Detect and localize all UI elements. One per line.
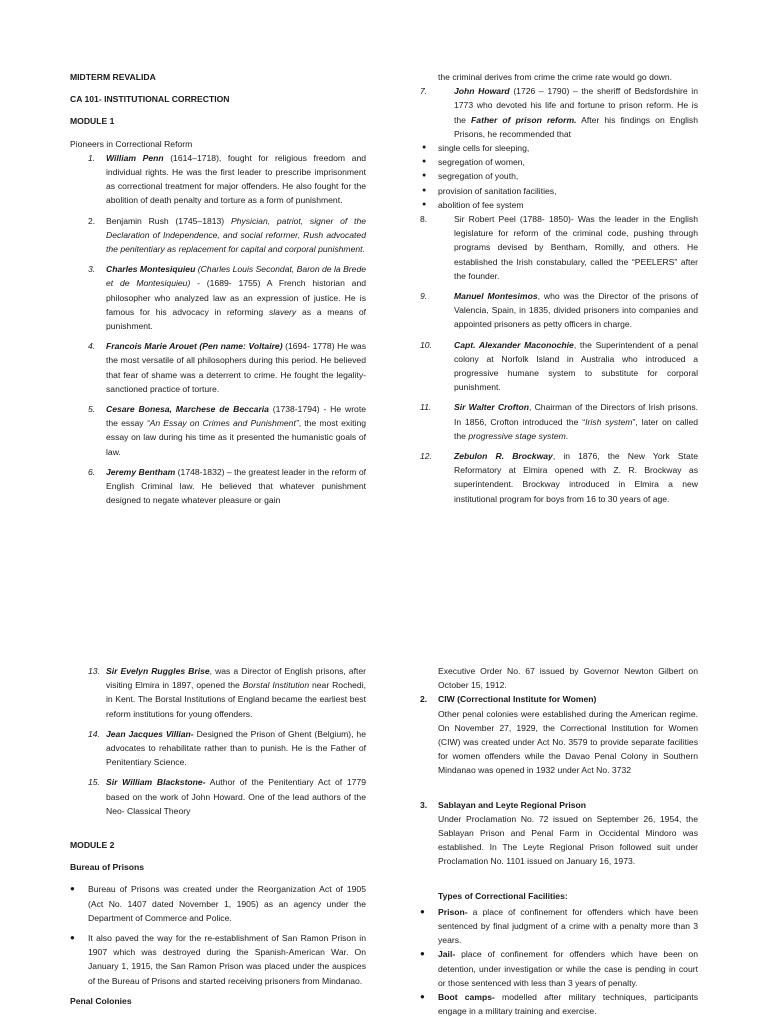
facility-description: Under Proclamation No. 72 issued on September 26, 1954, the Sablayan Prison and Penal Farm in Occidental Mindoro was established. In The Leyte Regional Prison followed suit under Proclamation No. 1101 issued on January 16, 1973. (438, 813, 698, 867)
list-item: ● Bureau of Prisons was created under the Reorganization Act of 1905 (Act No. 1407 dated November 1, 1905) as an agency under the Department of Commerce and Police. (70, 882, 366, 925)
section-heading: Penal Colonies (70, 995, 132, 1006)
section-subheading: Pioneers in Correctional Reform (70, 138, 193, 149)
doc-title: MIDTERM REVALIDA (70, 72, 156, 82)
pioneer-item: 9. Manuel Montesimos, who was the Director of the prisons of Valencia, Spain, in 1835, divided prisoners into companies and appointed prisoners as petty officers in charge. (420, 291, 698, 330)
list-item: ● single cells for sleeping, (420, 141, 698, 155)
module-heading: MODULE 2 (70, 840, 115, 851)
pioneer-item: 14. Jean Jacques Villian- Designed the Prison of Ghent (Belgium), he advocates to rehabilitate rather than to punish. He is the Father of Penitentiary Science. (88, 728, 366, 768)
pioneer-name: Zebulon R. Brockway (454, 451, 553, 462)
pioneer-name: William Penn (106, 152, 164, 163)
page-gap (0, 600, 768, 656)
pioneer-item: 1. William Penn (1614–1718), fought for religious freedom and individual rights. He was the first leader to prescribe imprisonment as correctional treatment for major offenders. He also fought for the abolition of death penalty and torture as a form of punishment. (88, 152, 367, 206)
facility-item: 2. CIW (Correctional Institute for Women) (420, 694, 597, 705)
pioneer-item: 12. Zebulon R. Brockway, in 1876, the New York State Reformatory at Elmira opened with Z. R. Brockway as superintendent. Brockway introduced in Elmira a new institutional program for boys from 16 to 30 years of age. (420, 451, 698, 504)
page2-left-column (70, 664, 366, 1008)
facility-item: 3. Sablayan and Leyte Regional Prison (420, 799, 587, 810)
pioneer-item: 8. Sir Robert Peel (1788- 1850)- Was the leader in the English legislature for reform of the criminal code, pushing through programs devised by Bentham, Romilly, and others. He established the Irish constabulary, called the “PEELERS” after the founder. (420, 214, 698, 281)
list-item: ● Prison- a place of confinement for offenders which have been sentenced by final judgment of a crime with a penalty more than 3 years. (420, 905, 698, 948)
pioneer-item: 13. Sir Evelyn Ruggles Brise, was a Director of English prisons, after visiting Elmira in 1897, opened the Borstal Institution near Rochedi, in Kent. The Borstal Institutions of England became the earliest best reform institutions for young offenders. (88, 666, 367, 719)
recommendation-list (420, 141, 698, 212)
pioneer-name: Manuel Montesimos (454, 291, 538, 302)
list-item: ● Jail- place of confinement for offenders which have been on detention, under investigation or while the case is pending in court or those sentenced with less than 3 years of penalty. (420, 947, 698, 990)
module-heading: MODULE 1 (70, 116, 115, 127)
list-item: ● It also paved the way for the re-establishment of San Ramon Prison in 1907 which was destroyed during the Spanish-American War. On January 1, 1915, the San Ramon Prison was placed under the auspices of the Bureau of Prisons and started receiving prisoners from Mindanao. (70, 931, 366, 988)
pioneer-name: Capt. Alexander Maconochie (454, 339, 574, 350)
pioneer-name: Sir Evelyn Ruggles Brise (106, 666, 210, 676)
facility-description: Other penal colonies were established during the American regime. On November 27, 1929, the Correctional Institution for Women (CIW) was created under Act No. 3579 to provide separate facilities for women offenders while the Davao Penal Colony in Southern Mindanao was opened in 1932 under Act No. 3732 (438, 708, 698, 776)
list-item: ● Boot camps- modelled after military techniques, participants engage in a military training and exercise. (420, 990, 698, 1018)
pioneer-name: Jeremy Bentham (106, 466, 176, 477)
pioneer-item: 4. Francois Marie Arouet (Pen name: Voltaire) (1694- 1778) He was the most versatile of all philosophers during this period. He believed that fear of shame was a deterrent to crime. He fought the legality-sanctioned practice of torture. (88, 341, 367, 394)
page1-right-column (420, 70, 698, 506)
pioneer-name: John Howard (454, 86, 510, 97)
pioneer-name: Jean Jacques Villian- (106, 728, 194, 739)
continued-text: Executive Order No. 67 issued by Governor Newton Gilbert on October 15, 1912. (438, 666, 698, 691)
list-item: ● segregation of women, (420, 155, 698, 169)
list-item: ● provision of sanitation facilities, (420, 184, 698, 198)
list-item: ● segregation of youth, (420, 169, 698, 183)
course-title: CA 101- INSTITUTIONAL CORRECTION (70, 94, 230, 105)
page1-left-column (70, 70, 366, 507)
facility-title: CIW (Correctional Institute for Women) (438, 694, 597, 705)
section-heading: Bureau of Prisons (70, 862, 145, 873)
continued-text: the criminal derives from crime the crime rate would go down. (438, 72, 673, 82)
pioneer-item: 2. Benjamin Rush (1745–1813) Physician, patriot, signer of the Declaration of Independence, and social reformer, Rush advocated the penitentiary as replacement for capital and corporal punishment. (88, 215, 366, 255)
page2-right-column (420, 664, 698, 1018)
pioneer-item: 6. Jeremy Bentham (1748-1832) – the greatest leader in the reform of English Criminal law. He believed that whatever punishment designed to negate whatever pleasure or gain (88, 466, 367, 506)
pioneer-item: 10. Capt. Alexander Maconochie, the Superintendent of a penal colony at Norfolk Island in Australia who introduced a progressive humane system to substitute for corporal punishment. (420, 339, 698, 393)
pioneer-name: Sir William Blackstone- (106, 777, 206, 788)
pioneer-item: 7. John Howard (1726 – 1790) – the sheriff of Bedsfordshire in 1773 who devoted his life and fortune to prison reform. He is the Father of prison reform. After his findings on English Prisons, he recommended that (420, 86, 698, 139)
pioneer-name: Charles Montesiquieu (106, 264, 196, 275)
facility-title: Sablayan and Leyte Regional Prison (438, 799, 587, 810)
list-item: ● abolition of fee system (420, 198, 698, 212)
pioneer-name: Sir Walter Crofton (454, 402, 529, 413)
section-heading: Types of Correctional Facilities: (438, 890, 568, 901)
pioneer-item: 11. Sir Walter Crofton, Chairman of the Directors of Irish prisons. In 1856, Crofton introduced the “Irish system”, later on called the progressive stage system. (420, 402, 699, 441)
pioneer-item: 15. Sir William Blackstone- Author of the Penitentiary Act of 1779 based on the work of John Howard. One of the lead authors of the Neo- Classical Theory (88, 777, 366, 816)
pioneer-name: Francois Marie Arouet (Pen name: Voltaire) (106, 341, 283, 352)
pioneer-item: 3. Charles Montesiquieu (Charles Louis Secondat, Baron de la Brede et de Montesiquieu) - (1689- 1755) A French historian and philosopher who analyzed law as an expression of justice. He is famous for his advocacy in reforming slavery as a means of punishment. (88, 264, 367, 332)
pioneer-name: Cesare Bonesa, Marchese de Beccaria (106, 404, 269, 415)
pioneer-item: 5. Cesare Bonesa, Marchese de Beccaria (1738-1794) - He wrote the essay “An Essay on Crimes and Punishment”, the most exiting essay on law during his time as it presented the humanistic goals of law. (88, 404, 366, 457)
